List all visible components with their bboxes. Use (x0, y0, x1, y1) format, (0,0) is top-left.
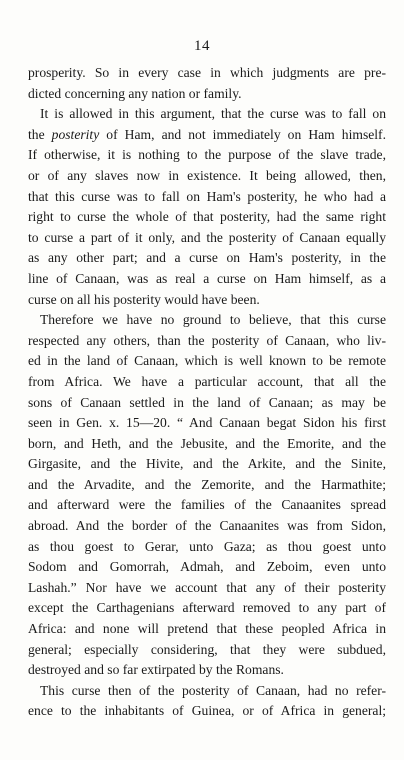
text-line: from Africa. We have a particular account, that all the (28, 373, 386, 389)
text-line: abroad. And the border of the Canaanites was from Sidon, (28, 518, 386, 534)
text-line (28, 125, 386, 146)
text-line: curse on all his posterity would have been. (28, 291, 260, 307)
text-line: ence to the inhabitants of Guinea, or of Africa in general; (28, 703, 386, 719)
body-text (28, 63, 386, 722)
text-line: right to curse the whole of that posterity, had the same right (28, 209, 386, 225)
text-line: as any other part; and a curse on Ham's posterity, in the (28, 250, 386, 266)
text-line: born, and Heth, and the Jebusite, and the Emorite, and the (28, 435, 386, 451)
text-line: dicted concerning any nation or family. (28, 85, 242, 101)
text-line: destroyed and so far extirpated by the Romans. (28, 662, 284, 678)
text-line: respected any others, than the posterity of Canaan, who liv- (28, 332, 386, 348)
text-line: Sodom and Gomorrah, Admah, and Zeboim, even unto (28, 559, 386, 575)
text-line: It is allowed in this argument, that the curse was to fall on (40, 106, 386, 122)
text-line: prosperity. So in every case in which judgments are pre- (28, 65, 386, 80)
text-line: except the Carthagenians afterward removed to any part of (28, 600, 386, 616)
text-segment: the (28, 126, 52, 142)
text-line: Girgasite, and the Hivite, and the Arkite, and the Sinite, (28, 456, 386, 472)
text-line: or of any slaves now in existence. It being allowed, then, (28, 167, 386, 183)
text-line: that this curse was to fall on Ham's posterity, he who had a (28, 188, 386, 204)
text-line: Therefore we have no ground to believe, that this curse (40, 312, 386, 328)
text-line: as thou goest to Gerar, unto Gaza; as thou goest unto (28, 538, 386, 554)
text-line: This curse then of the posterity of Canaan, had no refer- (40, 682, 386, 698)
text-line: general; especially considering, that they were subdued, (28, 641, 386, 657)
text-line: to curse a part of it only, and the posterity of Canaan equally (28, 229, 386, 245)
emphasized-word: posterity (51, 126, 100, 142)
text-line: sons of Canaan settled in the land of Canaan; as may be (28, 394, 386, 410)
text-line: ed in the land of Canaan, which is well known to be remote (28, 353, 386, 369)
text-line: seen in Gen. x. 15—20. “ And Canaan begat Sidon his first (28, 415, 386, 431)
page-number: 14 (194, 38, 210, 54)
text-line: Africa: and none will pretend that these peopled Africa in (28, 621, 386, 637)
text-segment: of Ham, and not immediately on Ham himself. (99, 126, 386, 142)
text-line: If otherwise, it is nothing to the purpose of the slave trade, (28, 147, 386, 163)
text-line: line of Canaan, was as real a curse on Ham himself, as a (28, 270, 386, 286)
text-line: and the Arvadite, and the Zemorite, and the Harmathite; (28, 476, 386, 492)
text-line: and afterward were the families of the Canaanites spread (28, 497, 386, 513)
text-line: Lashah.” Nor have we account that any of their posterity (28, 579, 386, 595)
